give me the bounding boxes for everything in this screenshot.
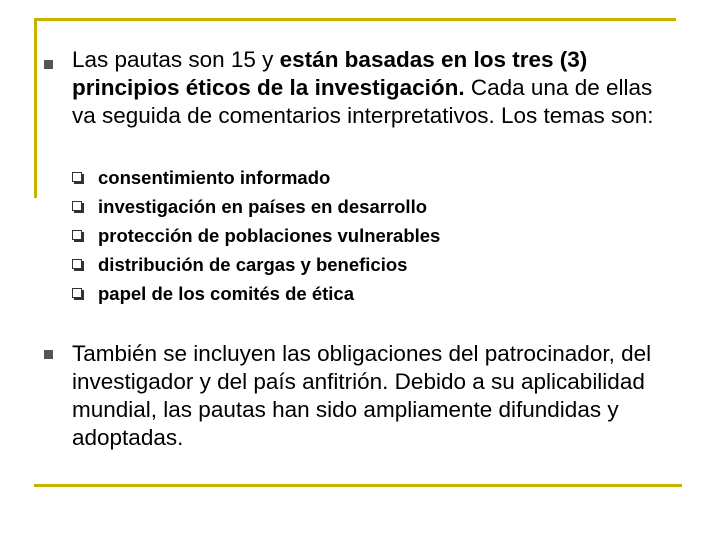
frame-top-line: [34, 18, 676, 21]
checkbox-bullet-icon: [72, 172, 82, 182]
list-item: [72, 192, 632, 221]
frame-left-line: [34, 18, 37, 198]
list-item-label: investigación en países en desarrollo: [98, 196, 428, 217]
bullet-square-icon: [44, 60, 53, 69]
bullet1-text: Las pautas son 15 y: [72, 47, 280, 72]
checkbox-bullet-icon: [72, 288, 82, 298]
list-item-label: protección de poblaciones vulnerables: [98, 225, 441, 246]
bullet1-text-end: Cada una de ellas va seguida de comentarios interpretativos. Los temas son:: [72, 75, 654, 128]
list-item: [72, 250, 632, 279]
list-item: [72, 279, 632, 308]
list-item-label: consentimiento informado: [98, 167, 331, 188]
bullet-paragraph-2: También se incluyen las obligaciones del patrocinador, del investigador y del país anfitrión. Debido a su aplicabilidad mundial, las pautas han sido ampliamente difundidas y adoptadas.: [72, 341, 652, 450]
list-item: [72, 163, 632, 192]
checkbox-bullet-icon: [72, 230, 82, 240]
topics-list: [72, 163, 632, 308]
list-item: [72, 221, 632, 250]
list-item-label: papel de los comités de ética: [98, 283, 355, 304]
bullet1-bold-text: están basadas en los tres (3) principios éticos de la investigación.: [72, 47, 588, 100]
bullet-paragraph-1: [72, 46, 672, 130]
frame-bottom-line: [34, 484, 682, 487]
list-item-label: distribución de cargas y beneficios: [98, 254, 408, 275]
bullet-square-icon: [44, 350, 53, 359]
checkbox-bullet-icon: [72, 201, 82, 211]
checkbox-bullet-icon: [72, 259, 82, 269]
